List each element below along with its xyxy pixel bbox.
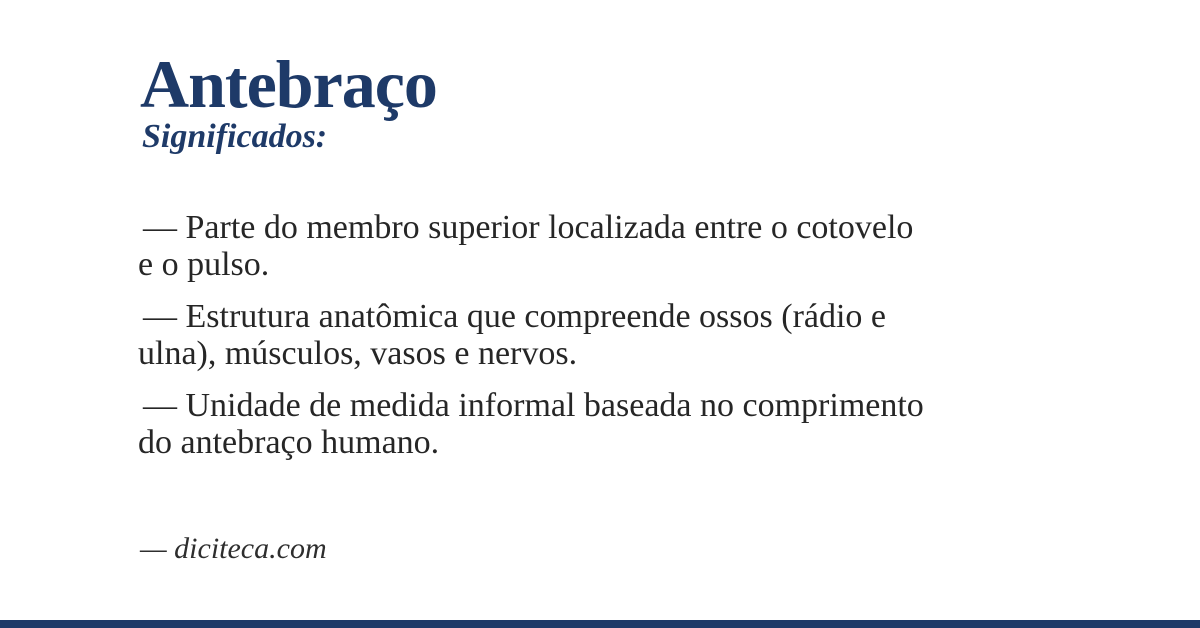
site-attribution: — diciteca.com bbox=[140, 532, 327, 565]
definitions-list bbox=[138, 209, 1128, 476]
bottom-accent-bar bbox=[0, 620, 1200, 628]
definition-line: e o pulso. bbox=[138, 246, 270, 283]
definition-line: — Unidade de medida informal baseada no comprimento bbox=[143, 387, 924, 424]
definition-item bbox=[138, 387, 1128, 461]
definition-item bbox=[138, 209, 1128, 283]
definition-line: do antebraço humano. bbox=[138, 424, 440, 461]
definition-line: — Estrutura anatômica que compreende ossos (rádio e bbox=[143, 298, 887, 335]
subtitle-significados: Significados: bbox=[142, 118, 328, 155]
definition-line: — Parte do membro superior localizada entre o cotovelo bbox=[143, 209, 914, 246]
page-title: Antebraço bbox=[140, 46, 437, 122]
definition-line: ulna), músculos, vasos e nervos. bbox=[138, 335, 578, 372]
definition-item bbox=[138, 298, 1128, 372]
